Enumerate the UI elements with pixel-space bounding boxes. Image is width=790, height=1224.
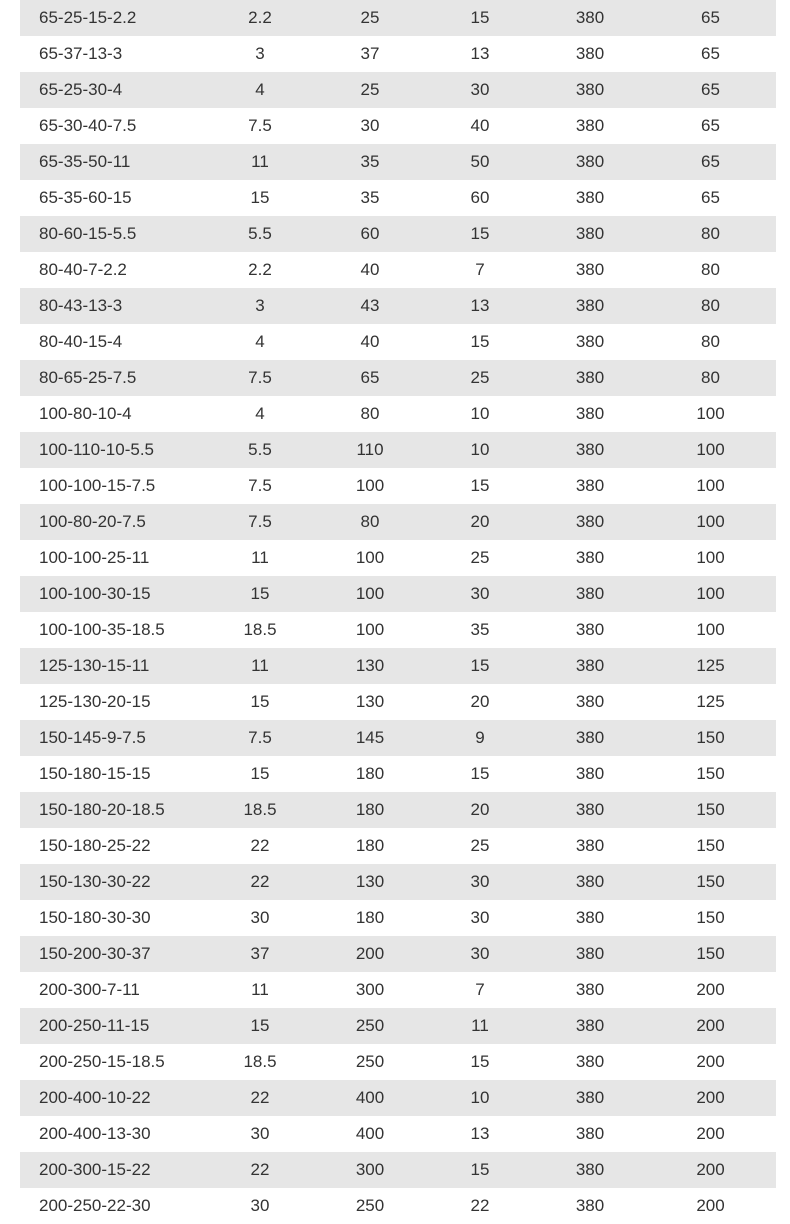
cell-power: 37 bbox=[250, 944, 270, 963]
cell-head: 40 bbox=[470, 116, 490, 135]
cell-model: 80-43-13-3 bbox=[39, 296, 123, 315]
cell-flow: 250 bbox=[355, 1052, 385, 1071]
cell-flow: 40 bbox=[360, 332, 380, 351]
table-row bbox=[20, 756, 776, 792]
cell-power: 5.5 bbox=[248, 440, 272, 459]
cell-diameter: 80 bbox=[701, 260, 720, 279]
cell-power: 18.5 bbox=[243, 620, 277, 639]
cell-voltage: 380 bbox=[575, 80, 605, 99]
cell-flow: 43 bbox=[360, 296, 380, 315]
cell-head: 10 bbox=[470, 1088, 490, 1107]
cell-head: 15 bbox=[470, 8, 490, 27]
cell-head: 13 bbox=[470, 1124, 490, 1143]
table-row bbox=[20, 36, 776, 72]
cell-power: 11 bbox=[251, 548, 269, 567]
cell-diameter: 80 bbox=[701, 368, 720, 387]
cell-voltage: 380 bbox=[575, 116, 605, 135]
cell-power: 4 bbox=[255, 332, 265, 351]
cell-flow: 400 bbox=[355, 1124, 385, 1143]
table-row bbox=[20, 1044, 776, 1080]
cell-voltage: 380 bbox=[575, 872, 605, 891]
cell-diameter: 100 bbox=[696, 512, 725, 531]
cell-voltage: 380 bbox=[575, 1160, 605, 1179]
cell-model: 200-400-10-22 bbox=[39, 1088, 151, 1107]
table-row bbox=[20, 612, 776, 648]
cell-diameter: 150 bbox=[696, 800, 725, 819]
cell-model: 200-250-15-18.5 bbox=[39, 1052, 165, 1071]
cell-flow: 200 bbox=[355, 944, 385, 963]
cell-head: 25 bbox=[470, 548, 490, 567]
cell-diameter: 150 bbox=[696, 872, 725, 891]
cell-diameter: 65 bbox=[701, 8, 720, 27]
cell-head: 15 bbox=[470, 764, 490, 783]
cell-flow: 180 bbox=[355, 836, 385, 855]
cell-model: 100-80-20-7.5 bbox=[39, 512, 146, 531]
cell-model: 65-25-15-2.2 bbox=[39, 8, 137, 27]
cell-power: 30 bbox=[250, 1124, 270, 1143]
cell-power: 22 bbox=[250, 1160, 270, 1179]
cell-voltage: 380 bbox=[575, 764, 605, 783]
cell-flow: 100 bbox=[355, 548, 385, 567]
table-row bbox=[20, 1080, 776, 1116]
cell-power: 30 bbox=[250, 1196, 270, 1215]
cell-flow: 180 bbox=[355, 764, 385, 783]
cell-model: 80-40-15-4 bbox=[39, 332, 123, 351]
cell-power: 4 bbox=[255, 80, 265, 99]
cell-diameter: 80 bbox=[701, 296, 720, 315]
cell-voltage: 380 bbox=[575, 1088, 605, 1107]
cell-head: 9 bbox=[475, 728, 485, 747]
cell-model: 200-300-15-22 bbox=[39, 1160, 151, 1179]
cell-head: 15 bbox=[470, 1160, 490, 1179]
cell-model: 65-35-60-15 bbox=[39, 188, 132, 207]
cell-voltage: 380 bbox=[575, 296, 605, 315]
table-row bbox=[20, 72, 776, 108]
cell-model: 65-35-50-11 bbox=[39, 152, 131, 171]
cell-model: 100-110-10-5.5 bbox=[39, 440, 154, 459]
cell-flow: 40 bbox=[360, 260, 380, 279]
cell-power: 22 bbox=[250, 1088, 270, 1107]
cell-head: 13 bbox=[470, 44, 490, 63]
cell-voltage: 380 bbox=[575, 800, 605, 819]
cell-head: 30 bbox=[470, 908, 490, 927]
cell-flow: 300 bbox=[355, 1160, 385, 1179]
cell-voltage: 380 bbox=[575, 836, 605, 855]
cell-power: 2.2 bbox=[248, 8, 272, 27]
cell-head: 60 bbox=[470, 188, 490, 207]
cell-diameter: 100 bbox=[696, 440, 725, 459]
cell-power: 15 bbox=[250, 692, 270, 711]
cell-model: 125-130-15-11 bbox=[39, 656, 150, 675]
cell-head: 25 bbox=[470, 368, 490, 387]
cell-head: 15 bbox=[470, 1052, 490, 1071]
table-row bbox=[20, 540, 776, 576]
cell-diameter: 200 bbox=[696, 980, 725, 999]
cell-model: 80-60-15-5.5 bbox=[39, 224, 137, 243]
cell-head: 13 bbox=[470, 296, 490, 315]
table-row bbox=[20, 468, 776, 504]
cell-diameter: 100 bbox=[696, 584, 725, 603]
cell-head: 10 bbox=[470, 404, 490, 423]
cell-voltage: 380 bbox=[575, 1124, 605, 1143]
cell-flow: 35 bbox=[360, 188, 380, 207]
table-row bbox=[20, 288, 776, 324]
cell-head: 10 bbox=[470, 440, 490, 459]
cell-head: 20 bbox=[470, 512, 490, 531]
cell-voltage: 380 bbox=[575, 908, 605, 927]
cell-head: 7 bbox=[475, 260, 485, 279]
cell-flow: 180 bbox=[355, 800, 385, 819]
cell-head: 15 bbox=[470, 656, 490, 675]
cell-flow: 130 bbox=[355, 656, 385, 675]
cell-diameter: 100 bbox=[696, 404, 725, 423]
cell-head: 7 bbox=[475, 980, 485, 999]
cell-diameter: 65 bbox=[701, 116, 720, 135]
cell-model: 200-400-13-30 bbox=[39, 1124, 151, 1143]
table-row bbox=[20, 108, 776, 144]
cell-diameter: 200 bbox=[696, 1124, 725, 1143]
table-row bbox=[20, 648, 776, 684]
cell-model: 100-100-15-7.5 bbox=[39, 476, 156, 495]
table-row bbox=[20, 936, 776, 972]
cell-model: 80-65-25-7.5 bbox=[39, 368, 137, 387]
cell-voltage: 380 bbox=[575, 728, 605, 747]
cell-head: 22 bbox=[470, 1196, 490, 1215]
table-row bbox=[20, 180, 776, 216]
cell-model: 150-180-30-30 bbox=[39, 908, 151, 927]
cell-flow: 145 bbox=[355, 728, 385, 747]
cell-power: 15 bbox=[250, 584, 270, 603]
cell-diameter: 125 bbox=[696, 692, 725, 711]
cell-voltage: 380 bbox=[575, 944, 605, 963]
cell-head: 20 bbox=[470, 692, 490, 711]
cell-head: 35 bbox=[470, 620, 490, 639]
cell-power: 7.5 bbox=[248, 116, 272, 135]
cell-head: 30 bbox=[470, 584, 490, 603]
cell-power: 15 bbox=[250, 188, 270, 207]
cell-voltage: 380 bbox=[575, 404, 605, 423]
cell-diameter: 200 bbox=[696, 1052, 725, 1071]
cell-flow: 25 bbox=[360, 8, 380, 27]
cell-model: 150-180-15-15 bbox=[39, 764, 151, 783]
cell-flow: 65 bbox=[360, 368, 380, 387]
cell-model: 65-37-13-3 bbox=[39, 44, 123, 63]
cell-diameter: 65 bbox=[701, 152, 720, 171]
cell-diameter: 80 bbox=[701, 224, 720, 243]
cell-flow: 100 bbox=[355, 476, 385, 495]
cell-voltage: 380 bbox=[575, 1052, 605, 1071]
cell-power: 3 bbox=[255, 296, 265, 315]
cell-power: 11 bbox=[251, 152, 269, 171]
cell-power: 30 bbox=[250, 908, 270, 927]
cell-flow: 60 bbox=[360, 224, 380, 243]
cell-voltage: 380 bbox=[575, 692, 605, 711]
cell-power: 22 bbox=[250, 872, 270, 891]
table-row bbox=[20, 972, 776, 1008]
cell-power: 7.5 bbox=[248, 368, 272, 387]
cell-voltage: 380 bbox=[575, 1016, 605, 1035]
table-row bbox=[20, 432, 776, 468]
cell-diameter: 150 bbox=[696, 764, 725, 783]
cell-model: 100-100-35-18.5 bbox=[39, 620, 165, 639]
cell-model: 150-180-25-22 bbox=[39, 836, 151, 855]
cell-model: 150-180-20-18.5 bbox=[39, 800, 165, 819]
cell-flow: 80 bbox=[360, 512, 380, 531]
cell-voltage: 380 bbox=[575, 584, 605, 603]
cell-head: 15 bbox=[470, 476, 490, 495]
cell-power: 11 bbox=[251, 656, 269, 675]
cell-head: 15 bbox=[470, 332, 490, 351]
table-row bbox=[20, 0, 776, 36]
cell-voltage: 380 bbox=[575, 260, 605, 279]
cell-voltage: 380 bbox=[575, 332, 605, 351]
cell-power: 18.5 bbox=[243, 1052, 277, 1071]
cell-voltage: 380 bbox=[575, 656, 605, 675]
cell-power: 4 bbox=[255, 404, 265, 423]
cell-head: 11 bbox=[471, 1016, 489, 1035]
cell-power: 3 bbox=[255, 44, 265, 63]
cell-model: 150-200-30-37 bbox=[39, 944, 151, 963]
cell-voltage: 380 bbox=[575, 1196, 605, 1215]
cell-head: 15 bbox=[470, 224, 490, 243]
table-row bbox=[20, 324, 776, 360]
cell-voltage: 380 bbox=[575, 8, 605, 27]
cell-head: 30 bbox=[470, 944, 490, 963]
cell-flow: 250 bbox=[355, 1196, 385, 1215]
cell-model: 80-40-7-2.2 bbox=[39, 260, 127, 279]
cell-voltage: 380 bbox=[575, 368, 605, 387]
cell-diameter: 200 bbox=[696, 1088, 725, 1107]
table-row bbox=[20, 684, 776, 720]
cell-flow: 130 bbox=[355, 692, 385, 711]
cell-power: 11 bbox=[251, 980, 269, 999]
cell-diameter: 150 bbox=[696, 836, 725, 855]
cell-power: 15 bbox=[250, 1016, 270, 1035]
cell-diameter: 150 bbox=[696, 908, 725, 927]
table-row bbox=[20, 576, 776, 612]
cell-diameter: 65 bbox=[701, 80, 720, 99]
cell-voltage: 380 bbox=[575, 188, 605, 207]
cell-diameter: 65 bbox=[701, 188, 720, 207]
pump-spec-table bbox=[20, 0, 776, 1224]
cell-diameter: 200 bbox=[696, 1016, 725, 1035]
table-row bbox=[20, 864, 776, 900]
cell-model: 150-130-30-22 bbox=[39, 872, 151, 891]
cell-flow: 100 bbox=[355, 584, 385, 603]
table-row bbox=[20, 504, 776, 540]
table-row bbox=[20, 1188, 776, 1224]
cell-diameter: 150 bbox=[696, 944, 725, 963]
cell-flow: 35 bbox=[360, 152, 380, 171]
cell-diameter: 200 bbox=[696, 1160, 725, 1179]
cell-model: 100-100-25-11 bbox=[39, 548, 150, 567]
table-row bbox=[20, 900, 776, 936]
cell-head: 50 bbox=[470, 152, 490, 171]
cell-power: 7.5 bbox=[248, 476, 272, 495]
cell-model: 100-80-10-4 bbox=[39, 404, 132, 423]
cell-diameter: 80 bbox=[701, 332, 720, 351]
cell-voltage: 380 bbox=[575, 440, 605, 459]
cell-voltage: 380 bbox=[575, 152, 605, 171]
cell-model: 150-145-9-7.5 bbox=[39, 728, 146, 747]
cell-flow: 37 bbox=[360, 44, 380, 63]
cell-flow: 100 bbox=[355, 620, 385, 639]
cell-model: 200-250-11-15 bbox=[39, 1016, 150, 1035]
table-row bbox=[20, 828, 776, 864]
cell-model: 100-100-30-15 bbox=[39, 584, 151, 603]
cell-flow: 400 bbox=[355, 1088, 385, 1107]
cell-voltage: 380 bbox=[575, 224, 605, 243]
cell-voltage: 380 bbox=[575, 476, 605, 495]
cell-flow: 25 bbox=[360, 80, 380, 99]
cell-diameter: 100 bbox=[696, 620, 725, 639]
cell-flow: 80 bbox=[360, 404, 380, 423]
table-row bbox=[20, 144, 776, 180]
table-row bbox=[20, 252, 776, 288]
cell-voltage: 380 bbox=[575, 512, 605, 531]
cell-model: 65-25-30-4 bbox=[39, 80, 123, 99]
cell-power: 22 bbox=[250, 836, 270, 855]
table-row bbox=[20, 216, 776, 252]
cell-head: 20 bbox=[470, 800, 490, 819]
cell-diameter: 125 bbox=[696, 656, 725, 675]
cell-diameter: 65 bbox=[701, 44, 720, 63]
cell-flow: 180 bbox=[355, 908, 385, 927]
cell-diameter: 200 bbox=[696, 1196, 725, 1215]
cell-flow: 30 bbox=[360, 116, 380, 135]
table-row bbox=[20, 1116, 776, 1152]
table-row bbox=[20, 1152, 776, 1188]
cell-diameter: 100 bbox=[696, 548, 725, 567]
cell-diameter: 150 bbox=[696, 728, 725, 747]
cell-model: 200-250-22-30 bbox=[39, 1196, 151, 1215]
cell-flow: 130 bbox=[355, 872, 385, 891]
cell-diameter: 100 bbox=[696, 476, 725, 495]
table-row bbox=[20, 360, 776, 396]
table-row bbox=[20, 396, 776, 432]
cell-head: 30 bbox=[470, 80, 490, 99]
table-row bbox=[20, 1008, 776, 1044]
cell-flow: 110 bbox=[356, 440, 384, 459]
cell-model: 200-300-7-11 bbox=[39, 980, 140, 999]
cell-voltage: 380 bbox=[575, 620, 605, 639]
cell-power: 7.5 bbox=[248, 512, 272, 531]
cell-power: 7.5 bbox=[248, 728, 272, 747]
cell-power: 15 bbox=[250, 764, 270, 783]
cell-model: 125-130-20-15 bbox=[39, 692, 151, 711]
table-row bbox=[20, 720, 776, 756]
cell-model: 65-30-40-7.5 bbox=[39, 116, 137, 135]
cell-power: 2.2 bbox=[248, 260, 272, 279]
cell-power: 5.5 bbox=[248, 224, 272, 243]
cell-voltage: 380 bbox=[575, 980, 605, 999]
cell-flow: 300 bbox=[355, 980, 385, 999]
cell-head: 25 bbox=[470, 836, 490, 855]
cell-voltage: 380 bbox=[575, 548, 605, 567]
cell-flow: 250 bbox=[355, 1016, 385, 1035]
cell-voltage: 380 bbox=[575, 44, 605, 63]
cell-head: 30 bbox=[470, 872, 490, 891]
table-row bbox=[20, 792, 776, 828]
cell-power: 18.5 bbox=[243, 800, 277, 819]
